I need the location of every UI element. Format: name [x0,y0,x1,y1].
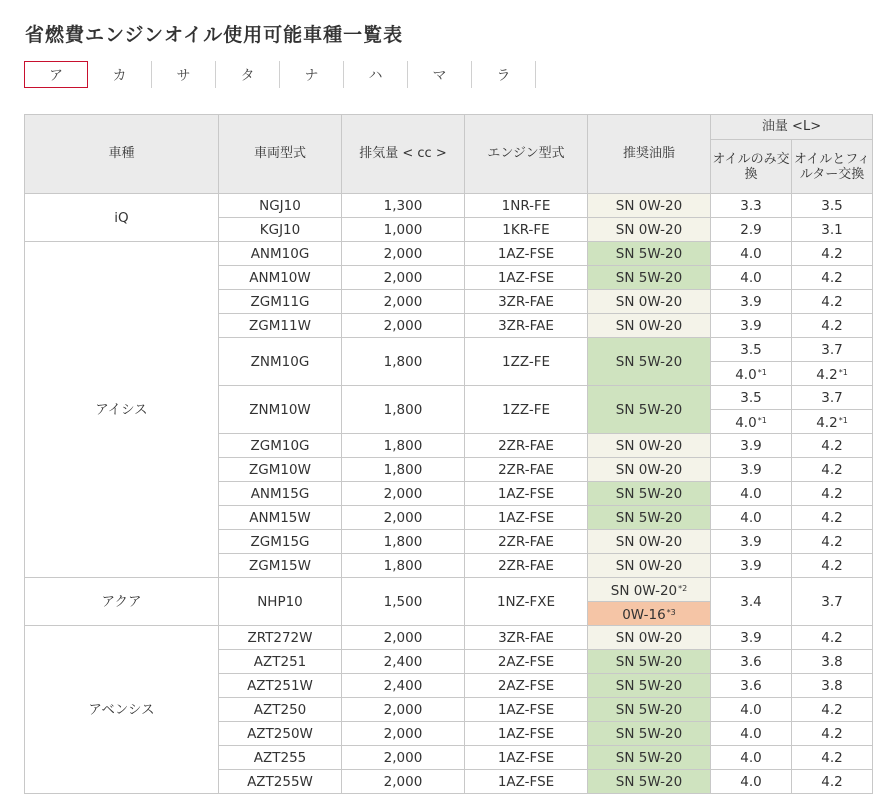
displacement-cell: 2,000 [342,698,465,722]
displacement-cell: 2,000 [342,746,465,770]
displacement-cell: 1,800 [342,554,465,578]
oil-only-quantity-cell [711,458,792,482]
recommended-oil-cell [588,458,711,482]
engine-type-cell: 2ZR-FAE [465,530,588,554]
oil-only-quantity-cell [711,650,792,674]
model-code-cell: ANM15W [219,506,342,530]
quantity-value: 3.8 [821,677,843,694]
oil-only-quantity-cell [711,194,792,218]
displacement-cell: 1,300 [342,194,465,218]
car-name-cell: アイシス [25,242,219,578]
engine-type-cell: 1AZ-FSE [465,746,588,770]
quantity-value: 4.0 [740,485,762,502]
engine-type-cell: 3ZR-FAE [465,626,588,650]
quantity-value: 3.6 [740,653,762,670]
engine-type-cell: 1AZ-FSE [465,722,588,746]
oil-grade-text: SN 0W-20 [615,221,683,238]
oil-filter-quantity-cell [792,194,873,218]
oil-filter-quantity-cell [792,578,873,626]
table-row [25,626,873,650]
model-code-cell: ZGM15G [219,530,342,554]
oil-only-quantity-cell [711,578,792,626]
oil-only-quantity-cell [711,506,792,530]
footnote-mark: *1 [838,415,848,425]
oil-only-quantity-cell [711,434,792,458]
oil-filter-quantity-cell [792,626,873,650]
oil-filter-quantity-cell [792,722,873,746]
model-code-cell: AZT251 [219,650,342,674]
recommended-oil-cell [588,434,711,458]
recommended-oil-cell [588,722,711,746]
oil-only-quantity-cell [711,626,792,650]
quantity-value: 4.2 [821,701,843,718]
oil-only-quantity-cell [711,674,792,698]
header-oil-quantity: 油量 <L> [711,115,873,140]
oil-grade-text: SN 5W-20 [615,725,683,742]
quantity-value: 4.2 [821,725,843,742]
tab-kana[interactable]: タ [216,61,280,88]
recommended-oil-cell [588,554,711,578]
oil-only-quantity-cell [711,530,792,554]
quantity-value: 4.2 [821,461,843,478]
model-code-cell: KGJ10 [219,218,342,242]
car-name-cell: アベンシス [25,626,219,794]
page-title: 省燃費エンジンオイル使用可能車種一覧表 [25,24,404,46]
quantity-value: 3.9 [740,557,762,574]
oil-grade-text: SN 0W-20 [615,557,683,574]
quantity-value: 4.2 [821,269,843,286]
quantity-value: 4.2 [816,414,838,431]
header-car-name: 車種 [25,115,219,194]
oil-filter-quantity-cell [792,554,873,578]
quantity-value: 3.5 [740,389,762,406]
oil-grade-text: SN 5W-20 [615,653,683,670]
quantity-value: 3.4 [740,593,762,610]
oil-filter-quantity-cell [792,266,873,290]
oil-only-quantity-cell [711,314,792,338]
model-code-cell: ANM15G [219,482,342,506]
engine-type-cell: 1KR-FE [465,218,588,242]
recommended-oil-cell [588,194,711,218]
quantity-value: 4.0 [740,509,762,526]
quantity-value: 4.2 [821,485,843,502]
engine-type-cell: 1AZ-FSE [465,242,588,266]
displacement-cell: 1,800 [342,530,465,554]
engine-type-cell: 1AZ-FSE [465,698,588,722]
oil-filter-quantity-cell [792,530,873,554]
model-code-cell: AZT255W [219,770,342,794]
quantity-value: 3.6 [740,677,762,694]
oil-filter-quantity-cell [792,410,873,434]
oil-filter-quantity-cell [792,698,873,722]
recommended-oil-cell [588,242,711,266]
recommended-oil-cell [588,530,711,554]
car-name-cell: iQ [25,194,219,242]
header-oil-filter-change: オイルとフィルター交換 [792,140,873,194]
quantity-value: 4.2 [821,245,843,262]
quantity-value: 3.9 [740,317,762,334]
oil-only-quantity-cell [711,410,792,434]
model-code-cell: NGJ10 [219,194,342,218]
oil-filter-quantity-cell [792,242,873,266]
model-code-cell: ZGM10G [219,434,342,458]
oil-filter-quantity-cell [792,314,873,338]
quantity-value: 4.2 [821,773,843,790]
engine-type-cell: 2ZR-FAE [465,554,588,578]
quantity-value: 4.0 [735,414,757,431]
quantity-value: 3.7 [821,593,843,610]
quantity-value: 2.9 [740,221,762,238]
recommended-oil-cell [588,746,711,770]
kana-tab-bar [24,61,536,88]
displacement-cell: 2,000 [342,482,465,506]
engine-type-cell: 3ZR-FAE [465,290,588,314]
quantity-value: 3.7 [821,341,843,358]
table-row [25,242,873,266]
quantity-value: 4.2 [821,293,843,310]
quantity-value: 3.9 [740,629,762,646]
quantity-value: 3.8 [821,653,843,670]
header-displacement: 排気量 < cc > [342,115,465,194]
model-code-cell: ZNM10W [219,386,342,434]
oil-filter-quantity-cell [792,218,873,242]
oil-only-quantity-cell [711,386,792,410]
engine-type-cell: 3ZR-FAE [465,314,588,338]
quantity-value: 4.2 [816,366,838,383]
oil-grade-text: 0W-16 [622,606,666,623]
displacement-cell: 2,000 [342,626,465,650]
displacement-cell: 2,000 [342,770,465,794]
quantity-value: 4.2 [821,437,843,454]
engine-type-cell: 1AZ-FSE [465,266,588,290]
recommended-oil-cell [588,290,711,314]
oil-only-quantity-cell [711,338,792,362]
oil-grade-text: SN 5W-20 [615,245,683,262]
oil-only-quantity-cell [711,722,792,746]
oil-table-container [24,114,872,794]
tab-kana[interactable]: ハ [344,61,408,88]
engine-type-cell: 1ZZ-FE [465,386,588,434]
oil-grade-text: SN 5W-20 [615,509,683,526]
displacement-cell: 1,800 [342,434,465,458]
recommended-oil-cell [588,266,711,290]
header-model-code: 車両型式 [219,115,342,194]
oil-filter-quantity-cell [792,746,873,770]
engine-type-cell: 2AZ-FSE [465,650,588,674]
tab-kana[interactable]: マ [408,61,472,88]
oil-filter-quantity-cell [792,434,873,458]
footnote-mark: *1 [757,415,767,425]
quantity-value: 3.1 [821,221,843,238]
oil-grade-text: SN 0W-20 [615,437,683,454]
model-code-cell: ANM10G [219,242,342,266]
engine-type-cell: 2ZR-FAE [465,458,588,482]
oil-grade-text: SN 0W-20 [615,629,683,646]
table-row [25,578,873,602]
table-row [25,194,873,218]
displacement-cell: 2,000 [342,242,465,266]
displacement-cell: 2,000 [342,722,465,746]
displacement-cell: 1,500 [342,578,465,626]
tab-kana[interactable]: カ [88,61,152,88]
recommended-oil-cell [588,338,711,386]
oil-grade-text: SN 0W-20 [615,533,683,550]
oil-only-quantity-cell [711,242,792,266]
displacement-cell: 2,400 [342,674,465,698]
engine-type-cell: 1AZ-FSE [465,482,588,506]
oil-grade-text: SN 5W-20 [615,353,683,370]
displacement-cell: 1,800 [342,458,465,482]
model-code-cell: NHP10 [219,578,342,626]
quantity-value: 4.2 [821,509,843,526]
model-code-cell: ZGM10W [219,458,342,482]
oil-filter-quantity-cell [792,362,873,386]
oil-only-quantity-cell [711,266,792,290]
oil-filter-quantity-cell [792,506,873,530]
recommended-oil-cell [588,626,711,650]
oil-filter-quantity-cell [792,338,873,362]
quantity-value: 3.9 [740,461,762,478]
oil-filter-quantity-cell [792,650,873,674]
oil-only-quantity-cell [711,746,792,770]
displacement-cell: 1,800 [342,386,465,434]
oil-compatibility-table [24,114,873,794]
oil-grade-text: SN 5W-20 [615,401,683,418]
model-code-cell: ZRT272W [219,626,342,650]
oil-grade-text: SN 0W-20 [615,317,683,334]
quantity-value: 4.2 [821,533,843,550]
oil-only-quantity-cell [711,482,792,506]
quantity-value: 4.0 [740,749,762,766]
footnote-mark: *2 [678,583,688,593]
quantity-value: 3.9 [740,533,762,550]
engine-type-cell: 1AZ-FSE [465,770,588,794]
model-code-cell: AZT251W [219,674,342,698]
displacement-cell: 2,000 [342,314,465,338]
quantity-value: 4.0 [735,366,757,383]
oil-grade-text: SN 5W-20 [615,701,683,718]
engine-type-cell: 1ZZ-FE [465,338,588,386]
header-engine-type: エンジン型式 [465,115,588,194]
displacement-cell: 2,000 [342,290,465,314]
tab-kana[interactable]: サ [152,61,216,88]
model-code-cell: AZT250 [219,698,342,722]
quantity-value: 3.5 [740,341,762,358]
engine-type-cell: 2ZR-FAE [465,434,588,458]
displacement-cell: 2,400 [342,650,465,674]
recommended-oil-cell [588,578,711,602]
engine-type-cell: 1AZ-FSE [465,506,588,530]
oil-only-quantity-cell [711,362,792,386]
oil-only-quantity-cell [711,554,792,578]
model-code-cell: ZGM11G [219,290,342,314]
model-code-cell: ZGM11W [219,314,342,338]
engine-type-cell: 2AZ-FSE [465,674,588,698]
displacement-cell: 2,000 [342,506,465,530]
header-oil-only-change: オイルのみ交換 [711,140,792,194]
oil-only-quantity-cell [711,218,792,242]
oil-filter-quantity-cell [792,386,873,410]
model-code-cell: ZGM15W [219,554,342,578]
oil-grade-text: SN 0W-20 [615,197,683,214]
oil-filter-quantity-cell [792,482,873,506]
table-body [25,194,873,794]
footnote-mark: *3 [666,607,676,617]
model-code-cell: ANM10W [219,266,342,290]
quantity-value: 4.2 [821,749,843,766]
quantity-value: 4.2 [821,557,843,574]
recommended-oil-cell [588,386,711,434]
quantity-value: 3.3 [740,197,762,214]
footnote-mark: *1 [838,367,848,377]
recommended-oil-cell [588,314,711,338]
model-code-cell: AZT255 [219,746,342,770]
oil-grade-text: SN 5W-20 [615,677,683,694]
oil-grade-text: SN 0W-20 [610,582,678,599]
displacement-cell: 1,800 [342,338,465,386]
recommended-oil-cell [588,698,711,722]
oil-only-quantity-cell [711,698,792,722]
oil-filter-quantity-cell [792,458,873,482]
quantity-value: 4.0 [740,701,762,718]
oil-grade-text: SN 5W-20 [615,749,683,766]
header-recommended-oil: 推奨油脂 [588,115,711,194]
quantity-value: 4.0 [740,269,762,286]
tab-kana[interactable]: ナ [280,61,344,88]
recommended-oil-cell [588,218,711,242]
oil-filter-quantity-cell [792,674,873,698]
oil-grade-text: SN 0W-20 [615,293,683,310]
model-code-cell: ZNM10G [219,338,342,386]
recommended-oil-cell [588,482,711,506]
quantity-value: 3.9 [740,293,762,310]
quantity-value: 4.0 [740,773,762,790]
oil-filter-quantity-cell [792,290,873,314]
quantity-value: 3.7 [821,389,843,406]
model-code-cell: AZT250W [219,722,342,746]
displacement-cell: 1,000 [342,218,465,242]
engine-type-cell: 1NZ-FXE [465,578,588,626]
recommended-oil-cell [588,650,711,674]
quantity-value: 4.2 [821,629,843,646]
recommended-oil-cell [588,674,711,698]
quantity-value: 4.0 [740,245,762,262]
oil-only-quantity-cell [711,290,792,314]
tab-kana[interactable]: ア [24,61,88,88]
quantity-value: 3.5 [821,197,843,214]
car-name-cell: アクア [25,578,219,626]
tab-kana[interactable]: ラ [472,61,536,88]
oil-grade-text: SN 5W-20 [615,485,683,502]
oil-grade-text: SN 0W-20 [615,461,683,478]
recommended-oil-cell [588,602,711,626]
displacement-cell: 2,000 [342,266,465,290]
quantity-value: 3.9 [740,437,762,454]
footnote-mark: *1 [757,367,767,377]
quantity-value: 4.2 [821,317,843,334]
oil-grade-text: SN 5W-20 [615,269,683,286]
engine-type-cell: 1NR-FE [465,194,588,218]
recommended-oil-cell [588,506,711,530]
quantity-value: 4.0 [740,725,762,742]
oil-grade-text: SN 5W-20 [615,773,683,790]
